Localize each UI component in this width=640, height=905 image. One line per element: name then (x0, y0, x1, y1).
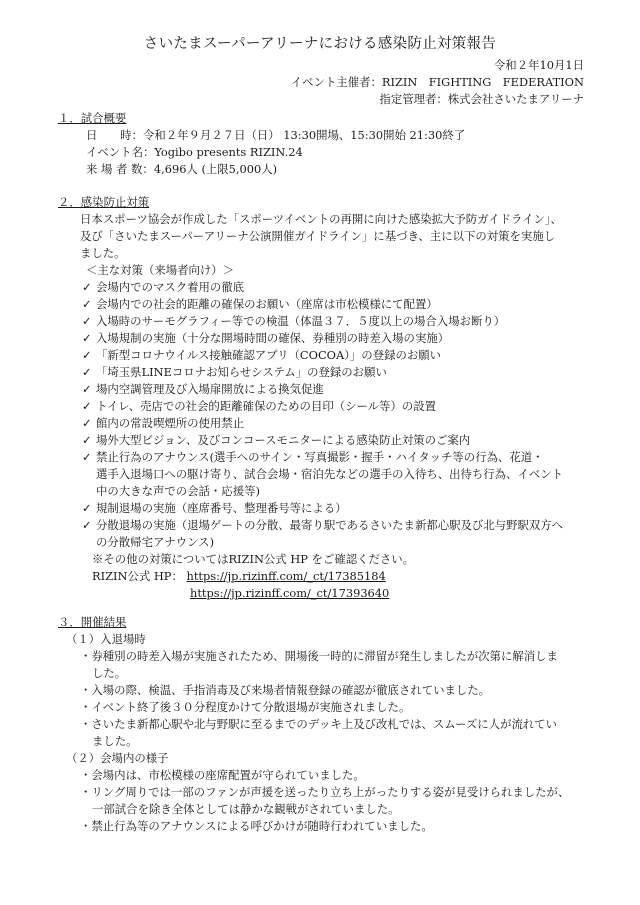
check-icon: ✓ (82, 314, 92, 328)
result-item: ・会場内は、市松模様の座席配置が守られていました。 (80, 768, 365, 782)
check-icon: ✓ (82, 297, 92, 311)
measure-item: ✓ 入場時のサーモグラフィー等での検温（体温３７．５度以上の場合入場お断り） (82, 314, 506, 328)
section2-heading: ２．感染防止対策 (58, 195, 150, 209)
measure-item: ✓ 「新型コロナウイルス接触確認アプリ（COCOA）」の登録のお願い (82, 348, 442, 362)
check-icon: ✓ (82, 399, 92, 413)
hp-label: RIZIN公式 HP： (92, 569, 183, 583)
organizer-line: イベント主催者：RIZIN FIGHTING FEDERATION (290, 75, 584, 89)
measure-item: ✓ トイレ、売店での社会的距離確保のための目印（シール等）の設置 (82, 399, 437, 413)
check-icon: ✓ (82, 365, 92, 379)
report-date: 令和２年10月1日 (493, 58, 584, 72)
other-measures-note: ※その他の対策についてはRIZIN公式 HP をご確認ください。 (92, 552, 415, 566)
result-item: ・券種別の時差入場が実施されたため、開場後一時的に滞留が発生しましたが次第に解消しま (80, 649, 558, 663)
measures-subheading: ＜主な対策（来場者向け）＞ (86, 263, 235, 277)
sub2-heading: （２）会場内の様子 (66, 751, 169, 765)
visitors-row (86, 161, 277, 178)
intro-line: 日本スポーツ協会が作成した「スポーツイベントの再開に向けた感染拡大予防ガイドライン」、 (80, 212, 562, 226)
check-icon: ✓ (82, 280, 92, 294)
measure-item-ban-cont: 選手入退場口への駆け寄り、試合会場・宿泊先などの選手の入待ち、出待ち行為、イベント (96, 467, 564, 481)
check-icon: ✓ (82, 331, 92, 345)
measure-item-exit-control: ✓ 規制退場の実施（座席番号、整理番号等による） (82, 501, 347, 515)
result-item: ・リング周りでは一部のファンが声援を送ったり立ち上がったりする姿が見受けられましたが、 (80, 785, 570, 799)
event-label: イベント名： (86, 145, 155, 159)
hp-link-row (92, 568, 386, 585)
measure-item-dispersal-cont: の分散帰宅アナウンス) (96, 535, 215, 549)
rizin-link-1[interactable]: https://jp.rizinff.com/_ct/17385184 (186, 569, 386, 583)
datetime-row (86, 127, 465, 144)
intro-line: 及び「さいたまスーパーアリーナ公演開催ガイドライン」に基づき、主に以下の対策を実施し (80, 229, 556, 243)
check-icon: ✓ (82, 518, 92, 532)
event-value: Yogibo presents RIZIN.24 (154, 145, 303, 159)
result-item-cont: ました。 (92, 734, 138, 748)
measure-item: ✓ 場内空調管理及び入場扉開放による換気促進 (82, 382, 324, 396)
manager-line: 指定管理者：株式会社さいたまアリーナ (379, 92, 584, 106)
result-item-cont: した。 (92, 666, 127, 680)
datetime-label: 日 時： (86, 128, 143, 142)
check-icon: ✓ (82, 382, 92, 396)
hp-link-row-2 (190, 585, 389, 602)
result-item: ・禁止行為等のアナウンスによる呼びかけが随時行われていました。 (80, 819, 433, 833)
measure-item: ✓ 入場規制の実施（十分な開場時間の確保、券種別の時差入場の実施） (82, 331, 450, 345)
measure-item-ban-cont: 中の大きな声での会話・応援等) (96, 484, 260, 498)
result-item: ・イベント終了後３０分程度かけて分散退場が実施されました。 (80, 700, 411, 714)
check-icon: ✓ (82, 433, 92, 447)
check-icon: ✓ (82, 416, 92, 430)
measure-item: ✓ 「埼玉県LINEコロナお知らせシステム」の登録のお願い (82, 365, 387, 379)
result-item-cont: 一部試合を除き全体としては静かな観戦がされていました。 (92, 802, 400, 816)
check-icon: ✓ (82, 501, 92, 515)
rizin-link-2[interactable]: https://jp.rizinff.com/_ct/17393640 (190, 586, 390, 600)
measure-item-dispersal: ✓ 分散退場の実施（退場ゲートの分散、最寄り駅であるさいたま新都心駅及び北与野駅双方へ (82, 518, 564, 532)
section1-heading: １．試合概要 (58, 111, 127, 125)
page-title: さいたまスーパーアリーナにおける感染防止対策報告 (143, 36, 497, 52)
intro-line: ました。 (80, 246, 126, 260)
measure-item-ban: ✓ 禁止行為のアナウンス(選手へのサイン・写真撮影・握手・ハイタッチ等の行為、花道・ (82, 450, 544, 464)
check-icon: ✓ (82, 348, 92, 362)
check-icon: ✓ (82, 450, 92, 464)
visitors-value: 4,696人 (上限5,000人) (153, 162, 278, 176)
measure-item: ✓ 会場内でのマスク着用の徹底 (82, 280, 245, 294)
result-item: ・入場の際、検温、手指消毒及び来場者情報登録の確認が徹底されていました。 (80, 683, 491, 697)
result-item: ・さいたま新都心駅や北与野駅に至るまでのデッキ上及び改札では、スムーズに人が流れてい (80, 717, 558, 731)
measure-item: ✓ 場外大型ビジョン、及びコンコースモニターによる感染防止対策のご案内 (82, 433, 471, 447)
visitors-label: 来 場 者 数： (86, 162, 154, 176)
measure-item: ✓ 会場内での社会的距離の確保のお願い（座席は市松模様にて配置） (82, 297, 438, 311)
section3-heading: ３．開催結果 (58, 615, 127, 629)
measure-item: ✓ 館内の常設喫煙所の使用禁止 (82, 416, 245, 430)
event-row (86, 144, 303, 161)
datetime-value: 令和２年９月２７日（日） 13:30開場、15:30開始 21:30終了 (142, 128, 466, 142)
sub1-heading: （１）入退場時 (66, 632, 146, 646)
